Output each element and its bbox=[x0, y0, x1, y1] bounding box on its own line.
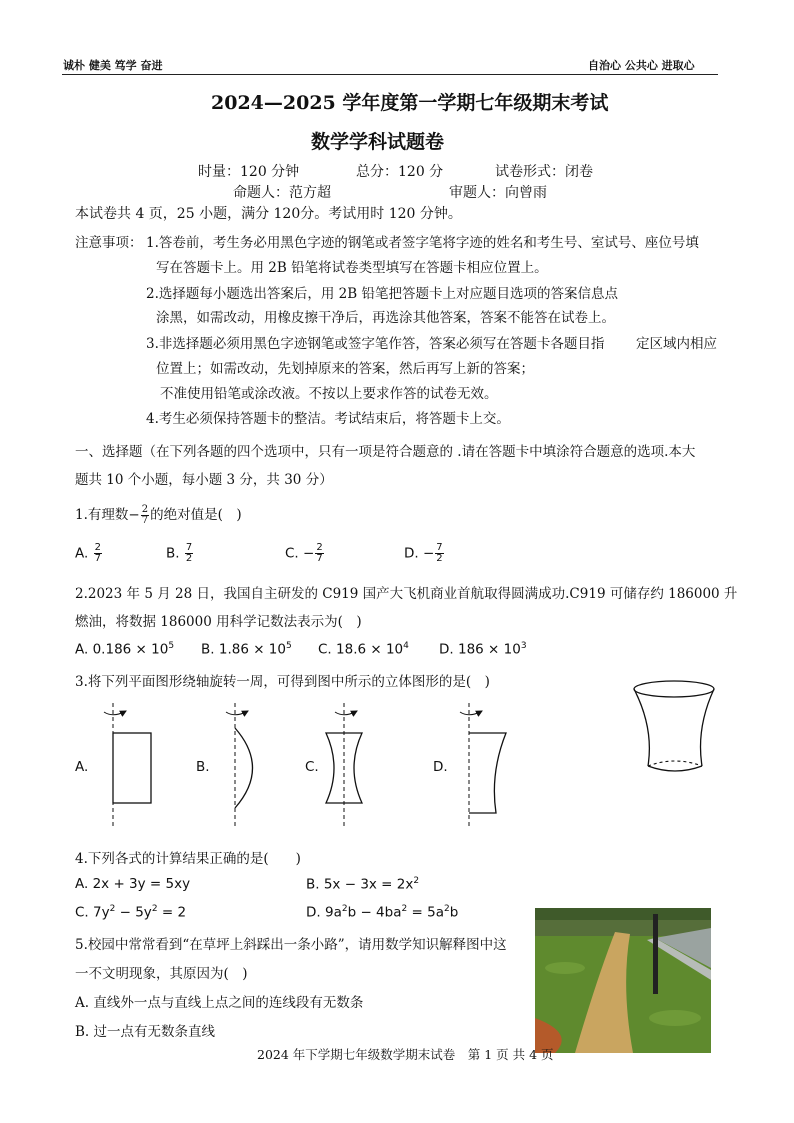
header-left-motto: 诚朴 健美 笃学 奋进 bbox=[63, 59, 163, 72]
info-author: 命题人：范方超 bbox=[233, 185, 331, 201]
q4-option-d: D. $9a^2b - 4ba^2 = 5a^2b$ bbox=[306, 904, 459, 921]
q4-option-a: A. 2x + 3y = 5xy bbox=[75, 876, 191, 892]
q3-option-a-label: A. bbox=[75, 759, 89, 775]
q3-option-b-label: B. bbox=[196, 759, 210, 775]
section1-intro-cont: 题共 10 个小题，每小题 3 分，共 30 分） bbox=[75, 472, 333, 488]
q4-option-b: B. $5x - 3x = 2x^2$ bbox=[306, 876, 420, 893]
note-line: 1.答卷前，考生务必用黑色字迹的钢笔或者签字笔将字迹的姓名和考生号、室试号、座位号填 bbox=[146, 235, 699, 251]
q3-option-c-label: C. bbox=[305, 759, 319, 775]
note-line: 写在答题卡上。用 2B 铅笔将试卷类型填写在答题卡相应位置上。 bbox=[156, 260, 548, 276]
q2-option-b: B. $1.86 \times 10^5$ bbox=[201, 641, 292, 658]
q1-option-c: C. − $\frac{2}{7}$ bbox=[285, 542, 323, 564]
q2-stem-cont: 燃油，将数据 186000 用科学记数法表示为( ) bbox=[75, 614, 362, 630]
q3-stem: 3.将下列平面图形绕轴旋转一周，可得到图中所示的立体图形的是( ) bbox=[75, 674, 490, 690]
header-rule bbox=[62, 74, 718, 75]
exam-subtitle: 数学学科试题卷 bbox=[311, 131, 445, 153]
note-line: 位置上；如需改动，先划掉原来的答案，然后再写上新的答案； bbox=[156, 361, 534, 377]
q3-solid-figure bbox=[628, 678, 723, 778]
info-reviewer: 审题人：向曾雨 bbox=[449, 185, 547, 201]
q2-option-d: D. $186 \times 10^3$ bbox=[439, 641, 527, 658]
q5-option-a: A. 直线外一点与直线上点之间的连线段有无数条 bbox=[75, 995, 364, 1011]
info-summary: 本试卷共 4 页，25 小题，满分 120分。考试用时 120 分钟。 bbox=[75, 206, 462, 222]
note-line: 2.选择题每小题选出答案后，用 2B 铅笔把答题卡上对应题目选项的答案信息点 bbox=[146, 286, 618, 302]
q3-figure-c bbox=[326, 703, 362, 827]
q3-figure-d bbox=[460, 703, 506, 827]
exam-title: 2024—2025 学年度第一学期七年级期末考试 bbox=[211, 92, 609, 114]
q4-option-c: C. $7y^2 - 5y^2 = 2$ bbox=[75, 904, 187, 921]
q5-option-b: B. 过一点有无数条直线 bbox=[75, 1024, 216, 1040]
q1-option-a: A. $\frac{2}{7}$ bbox=[75, 542, 101, 564]
q1-stem: 1.有理数− $\frac{2}{7}$ 的绝对值是( ) bbox=[75, 504, 242, 526]
note-line: 定区域内相应 bbox=[636, 336, 717, 352]
q5-stem-cont: 一不文明现象，其原因为( ) bbox=[75, 966, 248, 982]
q2-option-c: C. $18.6 \times 10^4$ bbox=[318, 641, 409, 658]
q2-stem: 2.2023 年 5 月 28 日，我国自主研发的 C919 国产大飞机商业首航取得圆满成功.C919 可储存约 186000 升 bbox=[75, 586, 738, 602]
info-form: 试卷形式：闭卷 bbox=[495, 164, 593, 180]
note-line: 3.非选择题必须用黑色字迹钢笔或签字笔作答，答案必须写在答题卡各题目指 bbox=[146, 336, 605, 352]
q3-figure-b bbox=[226, 703, 253, 827]
header-right-motto: 自治心 公共心 进取心 bbox=[588, 59, 695, 72]
q1-option-d: D. − $\frac{7}{2}$ bbox=[404, 542, 443, 564]
info-time: 时量：120 分钟 bbox=[198, 164, 300, 180]
q5-stem: 5.校园中常常看到“在草坪上斜踩出一条小路”，请用数学知识解释图中这 bbox=[75, 937, 507, 953]
note-line: 涂黑，如需改动，用橡皮擦干净后，再选涂其他答案，答案不能答在试卷上。 bbox=[156, 310, 615, 326]
note-line: 4.考生必须保持答题卡的整洁。考试结束后，将答题卡上交。 bbox=[146, 411, 510, 427]
section1-intro: 一、选择题（在下列各题的四个选项中，只有一项是符合题意的 .请在答题卡中填涂符合题意的选项.本大 bbox=[75, 444, 696, 460]
notes-label: 注意事项： bbox=[75, 235, 143, 251]
q1-option-b: B. $\frac{7}{2}$ bbox=[166, 542, 193, 564]
q4-stem: 4.下列各式的计算结果正确的是( ) bbox=[75, 851, 301, 867]
lawn-path-photo bbox=[535, 908, 711, 1053]
q3-option-d-label: D. bbox=[433, 759, 448, 775]
page-footer: 2024 年下学期七年级数学期末试卷 第 1 页 共 4 页 bbox=[257, 1047, 554, 1062]
q2-option-a: A. $0.186 \times 10^5$ bbox=[75, 641, 175, 658]
q3-figure-a bbox=[104, 703, 151, 827]
note-line: 不准使用铅笔或涂改液。不按以上要求作答的试卷无效。 bbox=[160, 386, 498, 402]
info-total: 总分：120 分 bbox=[356, 164, 444, 180]
lawn-path-illustration bbox=[535, 908, 711, 1053]
